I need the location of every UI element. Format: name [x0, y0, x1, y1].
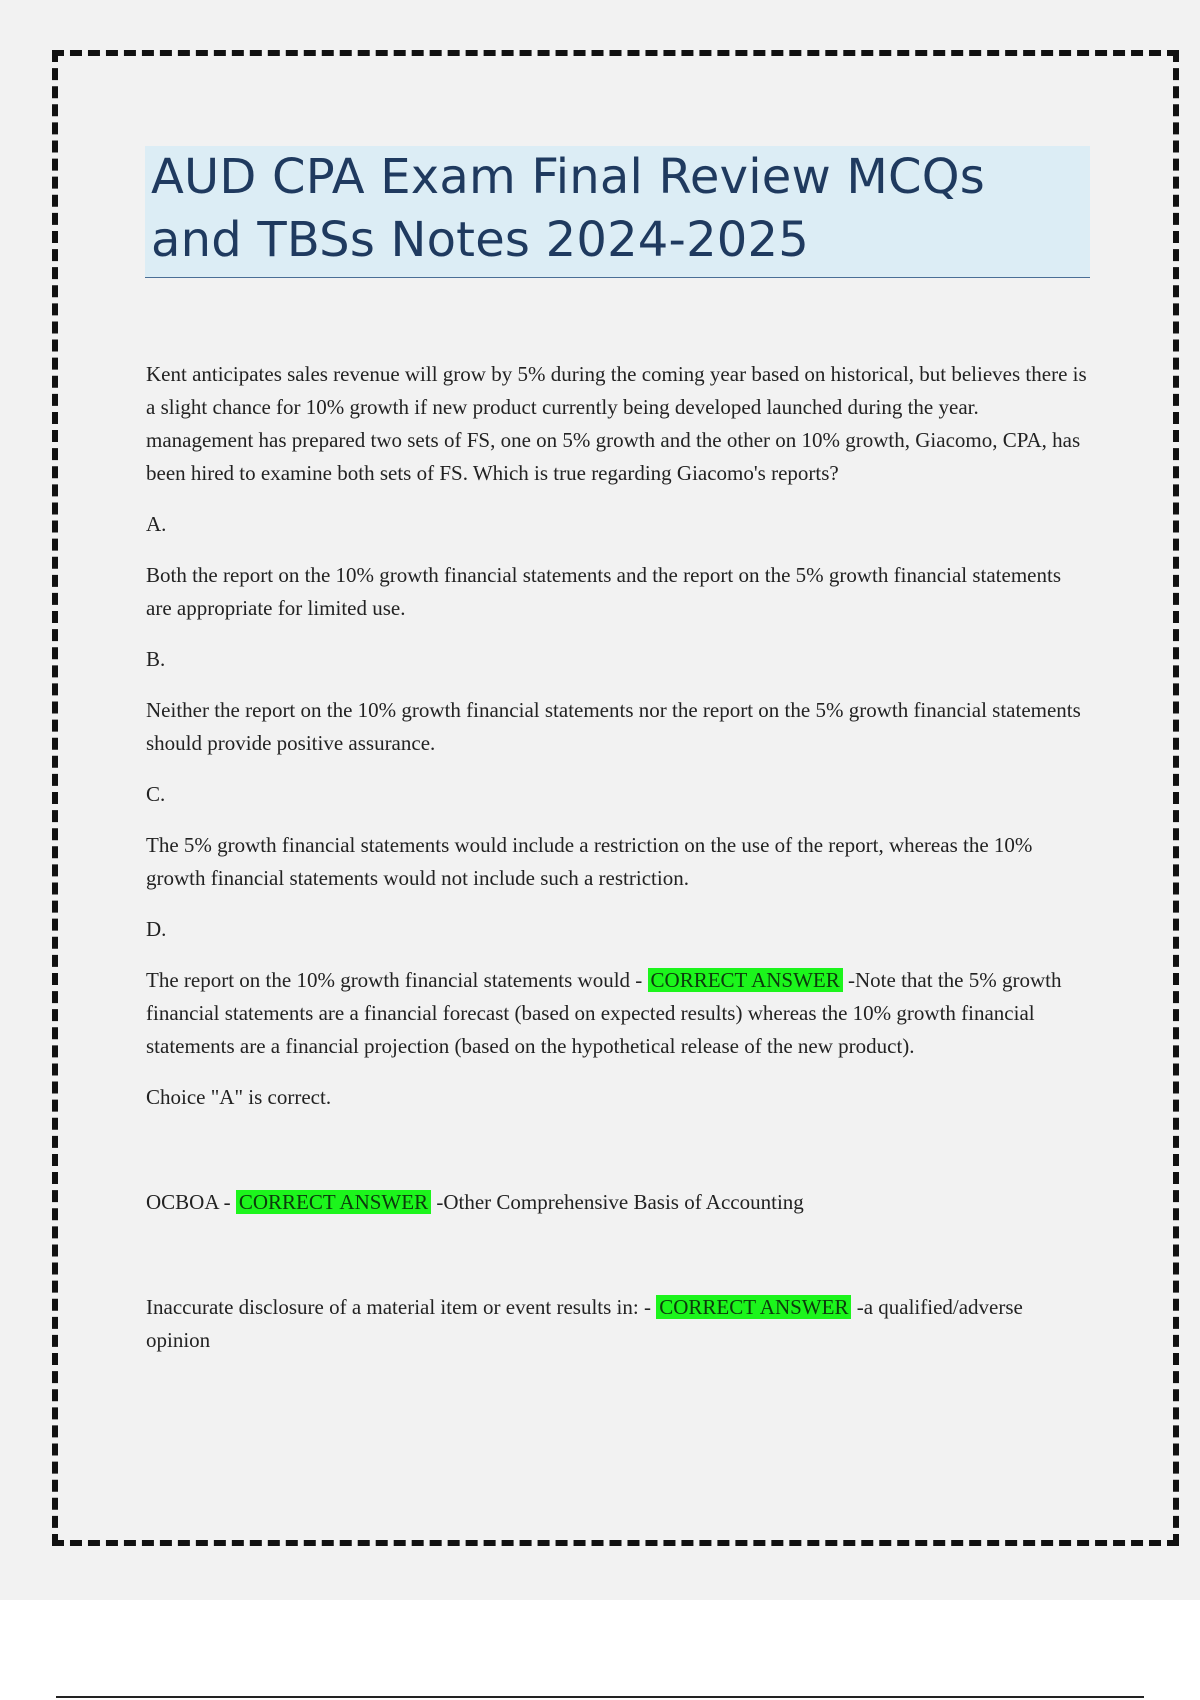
option-a-text: Both the report on the 10% growth financial statements and the report on the 5% growth financial statements are appropriate for limited use.	[146, 563, 1061, 620]
option-a-letter: A.	[146, 512, 167, 536]
qa-disclosure-question: Inaccurate disclosure of a material item or event results in: -	[146, 1295, 657, 1319]
correct-answer-highlight: CORRECT ANSWER	[236, 1190, 431, 1214]
footer-divider	[56, 1696, 1144, 1698]
correct-answer-highlight: CORRECT ANSWER	[648, 968, 843, 992]
qa-ocboa	[146, 1186, 1091, 1219]
document-title: AUD CPA Exam Final Review MCQs and TBSs Notes 2024-2025	[151, 149, 985, 268]
option-c-text: The 5% growth financial statements would include a restriction on the use of the report, whereas the 10% growth financial statements would not include such a restriction.	[146, 833, 1033, 890]
option-b-text: Neither the report on the 10% growth financial statements nor the report on the 5% growth financial statements should provide positive assurance.	[146, 698, 1081, 755]
qa-disclosure	[146, 1291, 1091, 1357]
document-body	[146, 358, 1091, 1357]
choice-note: Choice "A" is correct.	[146, 1085, 332, 1109]
qa-ocboa-answer: -Other Comprehensive Basis of Accounting	[431, 1190, 804, 1214]
option-d-answer	[146, 964, 1091, 1063]
title-banner	[145, 146, 1090, 278]
qa-disclosure-answer: -a qualified/adverse opinion	[146, 1295, 1023, 1352]
correct-answer-highlight: CORRECT ANSWER	[656, 1295, 851, 1319]
question-stem: Kent anticipates sales revenue will grow by 5% during the coming year based on historical, but believes there is a slight chance for 10% growth if new product currently being developed launched during the year. management has prepared two sets of FS, one on 5% growth and the other on 10% growth, Giacomo, CPA, has been hired to examine both sets of FS. Which is true regarding Giacomo's reports?	[146, 362, 1087, 485]
answer-explanation: -Note that the 5% growth financial statements are a financial forecast (based on expected results) whereas the 10% growth financial statements are a financial projection (based on the hypothetical release of the new product).	[146, 968, 1062, 1058]
option-d-letter: D.	[146, 917, 167, 941]
qa-ocboa-question: OCBOA -	[146, 1190, 236, 1214]
option-d-text: The report on the 10% growth financial statements would -	[146, 968, 648, 992]
option-b-letter: B.	[146, 647, 166, 671]
option-c-letter: C.	[146, 782, 166, 806]
